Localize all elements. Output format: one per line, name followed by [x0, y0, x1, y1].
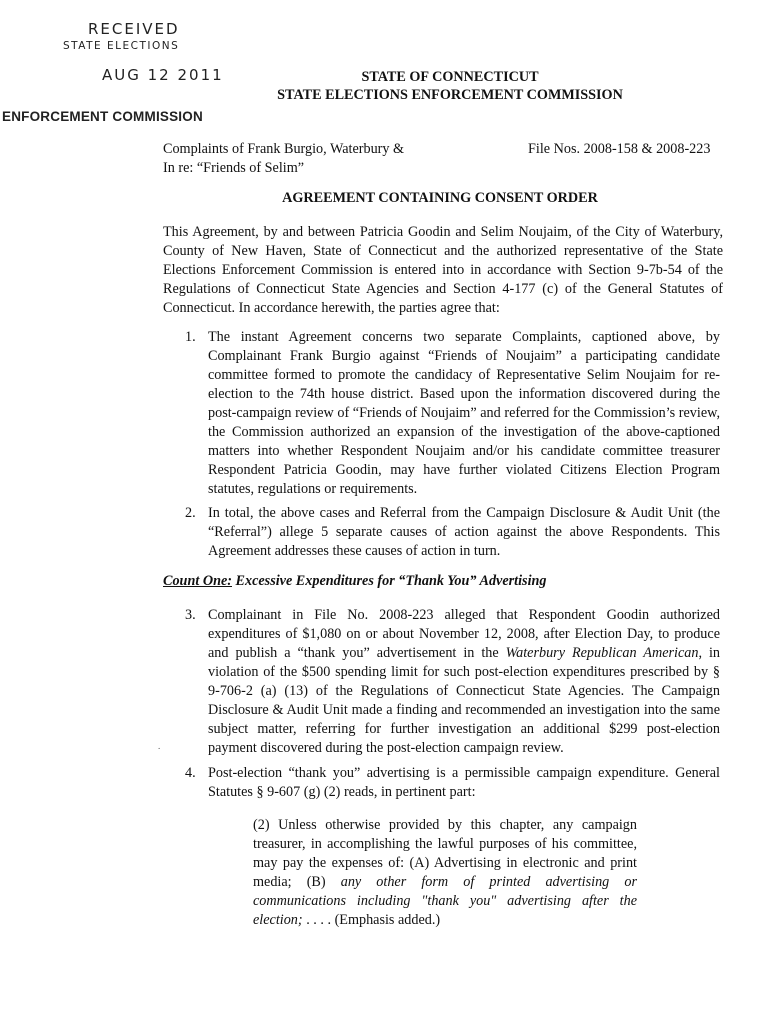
paragraph-number: 2.: [185, 505, 196, 521]
paragraph-text-part: Complainant in File No. 2008-223 alleged that Respondent Goodin authorized expenditures of $1,080 on or about November 12, 2008, after Election Day, to produce and publish a “thank you” advertisement in the: [208, 607, 720, 661]
quote-text-part: . . . . (Emphasis added.): [302, 912, 441, 928]
caption-complainants: Complaints of Frank Burgio, Waterbury & In re: “Friends of Selim”: [163, 141, 405, 176]
quote-text-part: (2) Unless otherwise provided by this chapter, any campaign treasurer, in accomplishing the lawful purposes of his committee, may pay the expenses of: (A) Advertising in electronic and print media; (B): [253, 817, 637, 890]
document-title: AGREEMENT CONTAINING CONSENT ORDER: [282, 190, 598, 206]
paragraph-text: [208, 606, 720, 758]
header-state: STATE OF CONNECTICUT: [361, 69, 539, 85]
statute-quote: [253, 816, 637, 930]
paragraph-text: In total, the above cases and Referral from the Campaign Disclosure & Audit Unit (the “Referral”) allege 5 separate causes of action against the above Respondents. This Agreement addresses these causes of action in turn.: [208, 505, 720, 559]
count-one-label: Count One:: [163, 573, 232, 589]
intro-paragraph: This Agreement, by and between Patricia Goodin and Selim Noujaim, of the City of Waterbury, County of New Haven, State of Connecticut and the authorized representative of the State Elections Enforcement Commission is entered into in accordance with Section 9-7b-54 of the Regulations of Connecticut State Agencies and Section 4-177 (c) of the General Statutes of Connecticut. In accordance herewith, the parties agree that:: [163, 224, 723, 316]
stamp-date: AUG 12 2011: [102, 66, 224, 84]
header-agency: STATE ELECTIONS ENFORCEMENT COMMISSION: [277, 87, 623, 103]
paragraph-number: 4.: [185, 765, 196, 781]
paragraph-text-part: , in violation of the $500 spending limit for such post-election expenditures prescribed by § 9-706-2 (a) (13) of the Regulations of Connecticut State Agencies. The Campaign Disclosure & Audit Unit made a finding and recommended an investigation into the same subject matter, referring for further investigation an additional $299 post-election payment discovered during the post-election campaign review.: [208, 645, 721, 756]
stamp-commission-line: ENFORCEMENT COMMISSION: [2, 109, 203, 124]
paragraph-number: 1.: [185, 329, 196, 345]
paragraph-text: Post-election “thank you” advertising is a permissible campaign expenditure. General Statutes § 9-607 (g) (2) reads, in pertinent part:: [208, 765, 720, 800]
caption-file-numbers: File Nos. 2008-158 & 2008-223: [528, 141, 711, 157]
margin-mark: .: [158, 741, 161, 751]
paragraph-text: The instant Agreement concerns two separate Complaints, captioned above, by Complainant Frank Burgio against “Friends of Noujaim” a participating candidate committee formed to promote the candidacy of Representative Selim Noujaim for re-election to the 74th house district. Based upon the information discovered during the post-campaign review of “Friends of Noujaim” and referred for the Commission’s review, the Commission authorized an expansion of the investigation of the above-captioned matters into whether Respondent Noujaim and/or his candidate committee treasurer Respondent Patricia Goodin, may have further violated Citizens Election Program statutes, regulations or requirements.: [208, 329, 720, 497]
received-stamp: RECEIVED: [88, 20, 180, 38]
quote-emphasis: any other form of printed advertising or communications including "thank you" advertising after the election;: [253, 874, 637, 928]
paragraph-number: 3.: [185, 607, 196, 623]
stamp-elections-line: STATE ELECTIONS: [63, 40, 180, 52]
count-one-heading: [163, 572, 547, 591]
count-one-title: Excessive Expenditures for “Thank You” Advertising: [231, 573, 547, 589]
newspaper-name: Waterbury Republican American: [505, 645, 699, 661]
